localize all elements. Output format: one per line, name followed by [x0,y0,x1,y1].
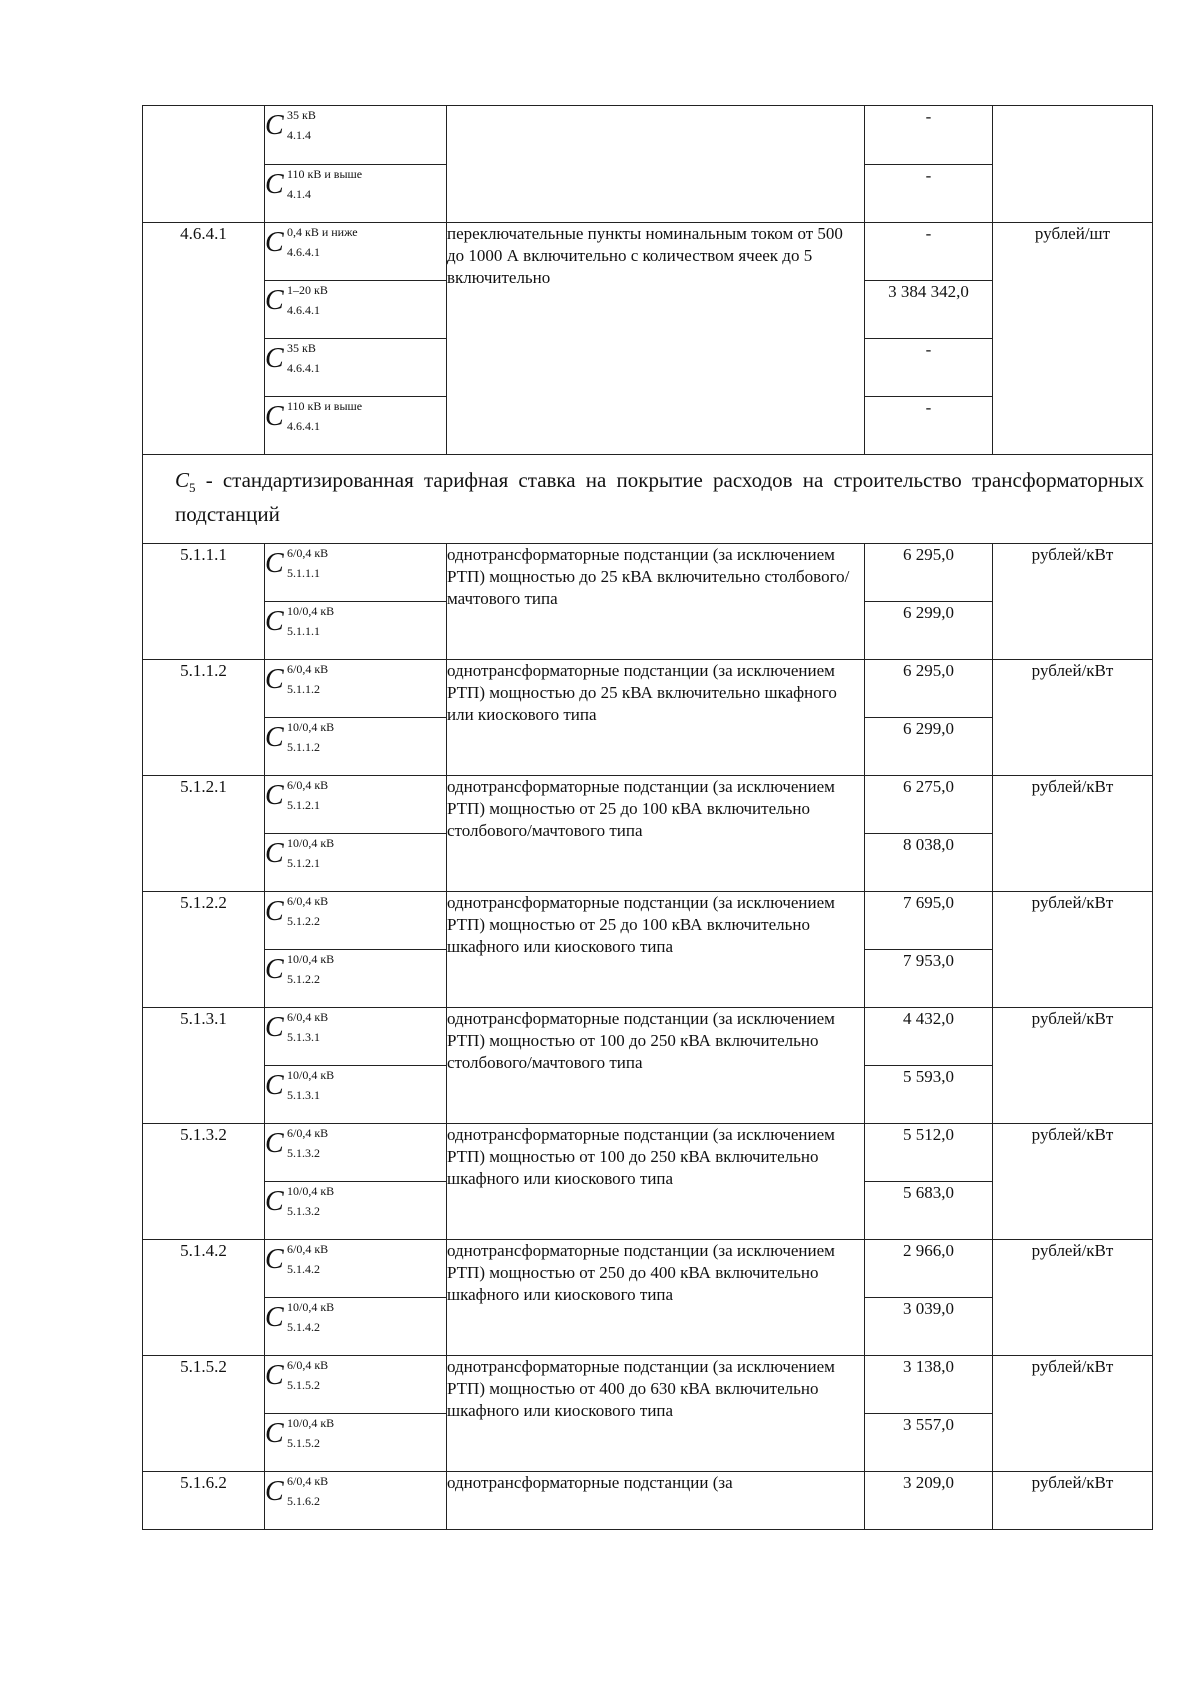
unit-cell: рублей/кВт [993,1472,1153,1530]
description-cell: однотрансформаторные подстанции (за исключением РТП) мощностью от 25 до 100 кВА включительно столбового/мачтового типа [447,776,865,892]
value-cell: 5 593,0 [865,1066,993,1124]
symbol-cell: C 35 кВ 4.6.4.1 [265,339,447,397]
section-row [143,455,1153,544]
description-cell: однотрансформаторные подстанции (за исключением РТП) мощностью до 25 кВА включительно столбового/мачтового типа [447,544,865,660]
symbol-cell: C 35 кВ 4.1.4 [265,106,447,165]
unit-cell: рублей/кВт [993,892,1153,1008]
code-cell: 5.1.1.2 [143,660,265,776]
value-cell: 7 953,0 [865,950,993,1008]
code-cell: 5.1.3.1 [143,1008,265,1124]
value-cell: 3 384 342,0 [865,281,993,339]
value-cell: 3 209,0 [865,1472,993,1530]
code-cell [143,106,265,223]
unit-cell [993,106,1153,223]
value-cell: 5 512,0 [865,1124,993,1182]
value-cell: 3 039,0 [865,1298,993,1356]
table-row [143,106,1153,165]
symbol-cell: C 6/0,4 кВ 5.1.5.2 [265,1356,447,1414]
symbol-cell: C 10/0,4 кВ 5.1.2.2 [265,950,447,1008]
unit-cell: рублей/кВт [993,660,1153,776]
description-cell [447,106,865,223]
symbol-cell: C 6/0,4 кВ 5.1.2.2 [265,892,447,950]
symbol-cell: C 6/0,4 кВ 5.1.6.2 [265,1472,447,1530]
code-cell: 5.1.3.2 [143,1124,265,1240]
symbol-cell: C 6/0,4 кВ 5.1.1.2 [265,660,447,718]
symbol-cell: C 10/0,4 кВ 5.1.2.1 [265,834,447,892]
code-cell: 5.1.1.1 [143,544,265,660]
symbol-cell: C 110 кВ и выше 4.1.4 [265,165,447,223]
symbol-cell: C 6/0,4 кВ 5.1.1.1 [265,544,447,602]
description-cell: однотрансформаторные подстанции (за исключением РТП) мощностью от 400 до 630 кВА включительно шкафного или киоскового типа [447,1356,865,1472]
code-cell: 5.1.5.2 [143,1356,265,1472]
value-cell: 6 299,0 [865,602,993,660]
symbol-cell: C 6/0,4 кВ 5.1.3.1 [265,1008,447,1066]
value-cell: 4 432,0 [865,1008,993,1066]
value-cell: - [865,397,993,455]
table-row [143,660,1153,718]
table-row [143,1240,1153,1298]
symbol-cell: C 10/0,4 кВ 5.1.4.2 [265,1298,447,1356]
table-row [143,544,1153,602]
description-cell: однотрансформаторные подстанции (за исключением РТП) мощностью от 25 до 100 кВА включительно шкафного или киоскового типа [447,892,865,1008]
symbol-cell: C 6/0,4 кВ 5.1.3.2 [265,1124,447,1182]
value-cell: 5 683,0 [865,1182,993,1240]
unit-cell: рублей/кВт [993,544,1153,660]
unit-cell: рублей/кВт [993,1356,1153,1472]
value-cell: - [865,165,993,223]
symbol-cell: C 110 кВ и выше 4.6.4.1 [265,397,447,455]
code-cell: 5.1.4.2 [143,1240,265,1356]
unit-cell: рублей/кВт [993,1008,1153,1124]
symbol-cell: C 1–20 кВ 4.6.4.1 [265,281,447,339]
description-cell: однотрансформаторные подстанции (за исключением РТП) мощностью от 100 до 250 кВА включительно столбового/мачтового типа [447,1008,865,1124]
code-cell: 5.1.6.2 [143,1472,265,1530]
symbol-cell: C 10/0,4 кВ 5.1.1.2 [265,718,447,776]
value-cell: 3 138,0 [865,1356,993,1414]
symbol-cell: C 10/0,4 кВ 5.1.5.2 [265,1414,447,1472]
table-row [143,223,1153,281]
code-cell: 4.6.4.1 [143,223,265,455]
section-symbol: $C_5$ [175,468,196,496]
symbol-cell: C 10/0,4 кВ 5.1.1.1 [265,602,447,660]
description-cell: однотрансформаторные подстанции (за исключением РТП) мощностью от 100 до 250 кВА включительно шкафного или киоскового типа [447,1124,865,1240]
section-heading: $C_5$ - стандартизированная тарифная ставка на покрытие расходов на строительство трансформаторных подстанций [143,455,1153,544]
description-cell: однотрансформаторные подстанции (за исключением РТП) мощностью до 25 кВА включительно шкафного или киоскового типа [447,660,865,776]
value-cell: - [865,223,993,281]
unit-cell: рублей/кВт [993,1240,1153,1356]
table-row [143,776,1153,834]
unit-cell: рублей/кВт [993,1124,1153,1240]
description-cell: переключательные пункты номинальным током от 500 до 1000 А включительно с количеством ячеек до 5 включительно [447,223,865,455]
code-cell: 5.1.2.1 [143,776,265,892]
value-cell: 7 695,0 [865,892,993,950]
value-cell: 3 557,0 [865,1414,993,1472]
table-row [143,1356,1153,1414]
table-row [143,1472,1153,1530]
symbol-cell: C 10/0,4 кВ 5.1.3.1 [265,1066,447,1124]
table-row [143,1008,1153,1066]
value-cell: 6 275,0 [865,776,993,834]
unit-cell: рублей/шт [993,223,1153,455]
symbol-cell: C 6/0,4 кВ 5.1.4.2 [265,1240,447,1298]
value-cell: - [865,339,993,397]
description-cell: однотрансформаторные подстанции (за [447,1472,865,1530]
unit-cell: рублей/кВт [993,776,1153,892]
value-cell: 6 299,0 [865,718,993,776]
description-cell: однотрансформаторные подстанции (за исключением РТП) мощностью от 250 до 400 кВА включительно шкафного или киоскового типа [447,1240,865,1356]
symbol-cell: C 10/0,4 кВ 5.1.3.2 [265,1182,447,1240]
value-cell: 6 295,0 [865,660,993,718]
table-row [143,1124,1153,1182]
value-cell: 2 966,0 [865,1240,993,1298]
symbol-cell: C 6/0,4 кВ 5.1.2.1 [265,776,447,834]
code-cell: 5.1.2.2 [143,892,265,1008]
value-cell: - [865,106,993,165]
table-row [143,892,1153,950]
symbol-cell: C 0,4 кВ и ниже 4.6.4.1 [265,223,447,281]
value-cell: 8 038,0 [865,834,993,892]
value-cell: 6 295,0 [865,544,993,602]
tariff-table [142,105,1153,1530]
